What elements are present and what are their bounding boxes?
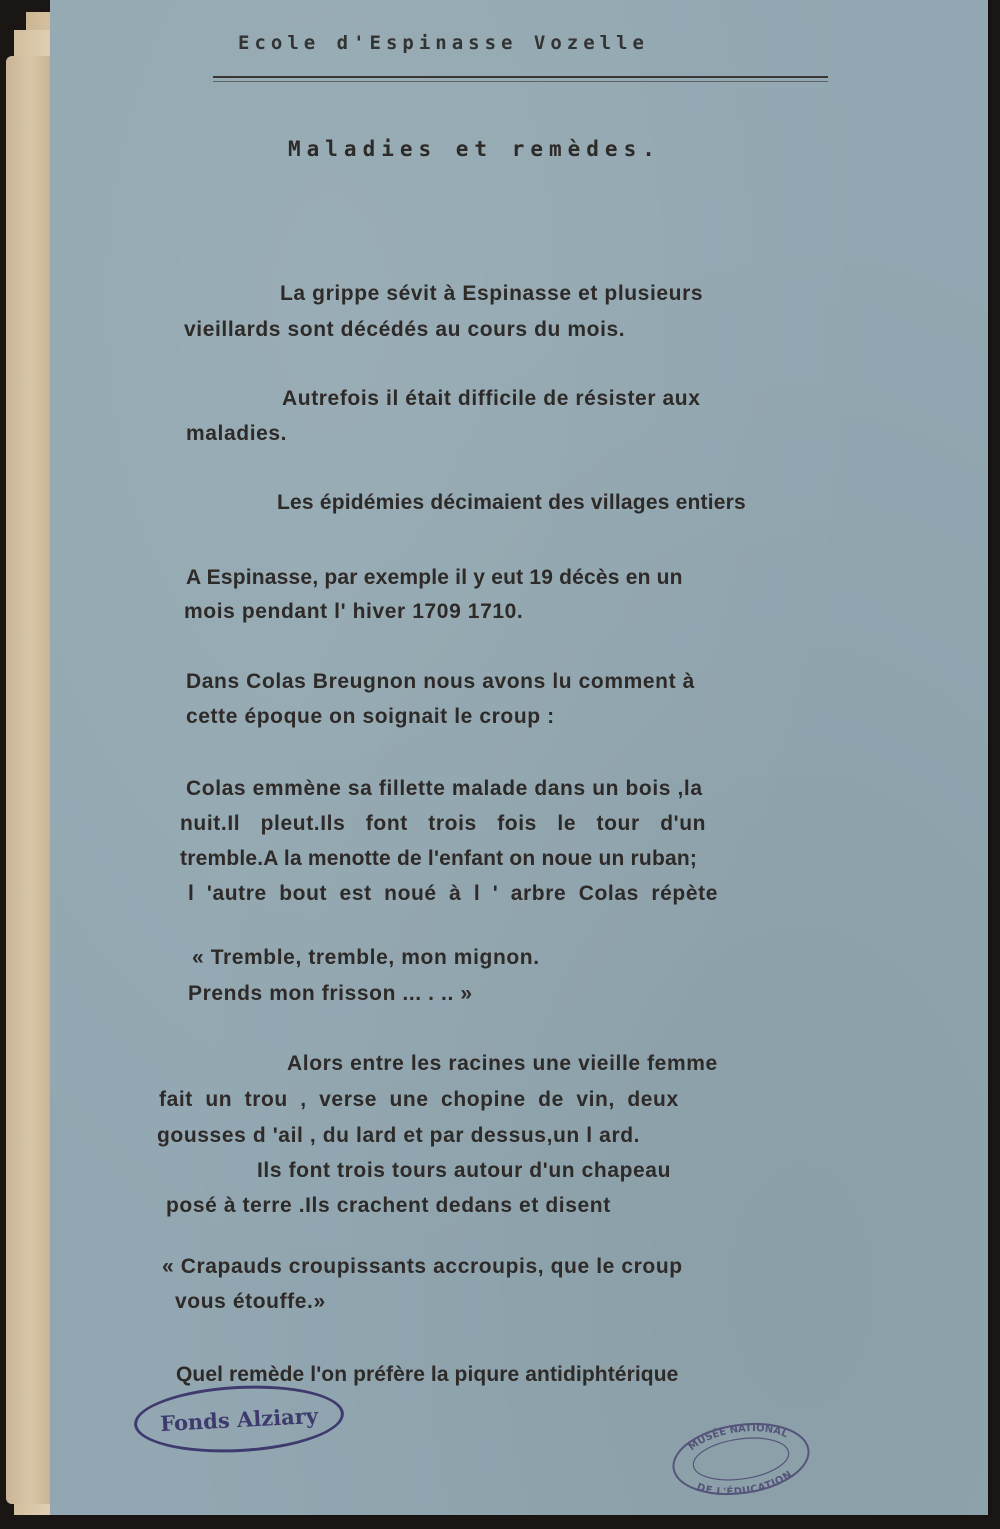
body-line: posé à terre .Ils crachent dedans et disent [166, 1194, 611, 1217]
body-line: cette époque on soignait le croup : [186, 705, 555, 728]
body-line: nuit.Il pleut.Ils font trois fois le tour d'un [180, 812, 707, 835]
school-header: Ecole d'Espinasse Vozelle [238, 32, 649, 54]
body-line: fait un trou , verse une chopine de vin, deux [159, 1088, 679, 1111]
body-line: Quel remède l'on préfère la piqure antidiphtérique [176, 1363, 679, 1386]
musee-stamp-bottom-text: DE L'ÉDUCATION [695, 1469, 795, 1498]
quote-line: « Crapauds croupissants accroupis, que le croup [162, 1255, 683, 1278]
body-line: Les épidémies décimaient des villages entiers [277, 491, 746, 514]
body-line: l 'autre bout est noué à l ' arbre Colas répète [188, 882, 718, 905]
body-line: Autrefois il était difficile de résister aux [282, 387, 701, 410]
body-line: La grippe sévit à Espinasse et plusieurs [280, 282, 704, 305]
musee-stamp-top-text: MUSÉE NATIONAL [686, 1423, 790, 1454]
fonds-stamp-label: Fonds Alziary [159, 1402, 319, 1436]
body-line: mois pendant l' hiver 1709 1710. [184, 600, 524, 623]
body-line: A Espinasse, par exemple il y eut 19 décès en un [186, 566, 683, 589]
body-line: Colas emmène sa fillette malade dans un bois ,la [186, 777, 703, 800]
body-line: gousses d 'ail , du lard et par dessus,un l ard. [157, 1124, 641, 1147]
document-title: Maladies et remèdes. [288, 137, 661, 161]
body-line: vieillards sont décédés au cours du mois. [184, 318, 626, 341]
body-line: Dans Colas Breugnon nous avons lu comment à [186, 670, 695, 693]
quote-line: Prends mon frisson ... . .. » [188, 982, 473, 1005]
quote-line: vous étouffe.» [175, 1290, 326, 1313]
body-line: tremble.A la menotte de l'enfant on noue un ruban; [180, 847, 698, 870]
document-sheet [50, 0, 988, 1515]
quote-line: « Tremble, tremble, mon mignon. [192, 946, 540, 969]
body-line: maladies. [186, 422, 288, 445]
body-line: Ils font trois tours autour d'un chapeau [257, 1159, 672, 1182]
body-line: Alors entre les racines une vieille femme [287, 1052, 718, 1075]
header-rule-secondary [213, 81, 828, 82]
header-rule [213, 76, 828, 78]
